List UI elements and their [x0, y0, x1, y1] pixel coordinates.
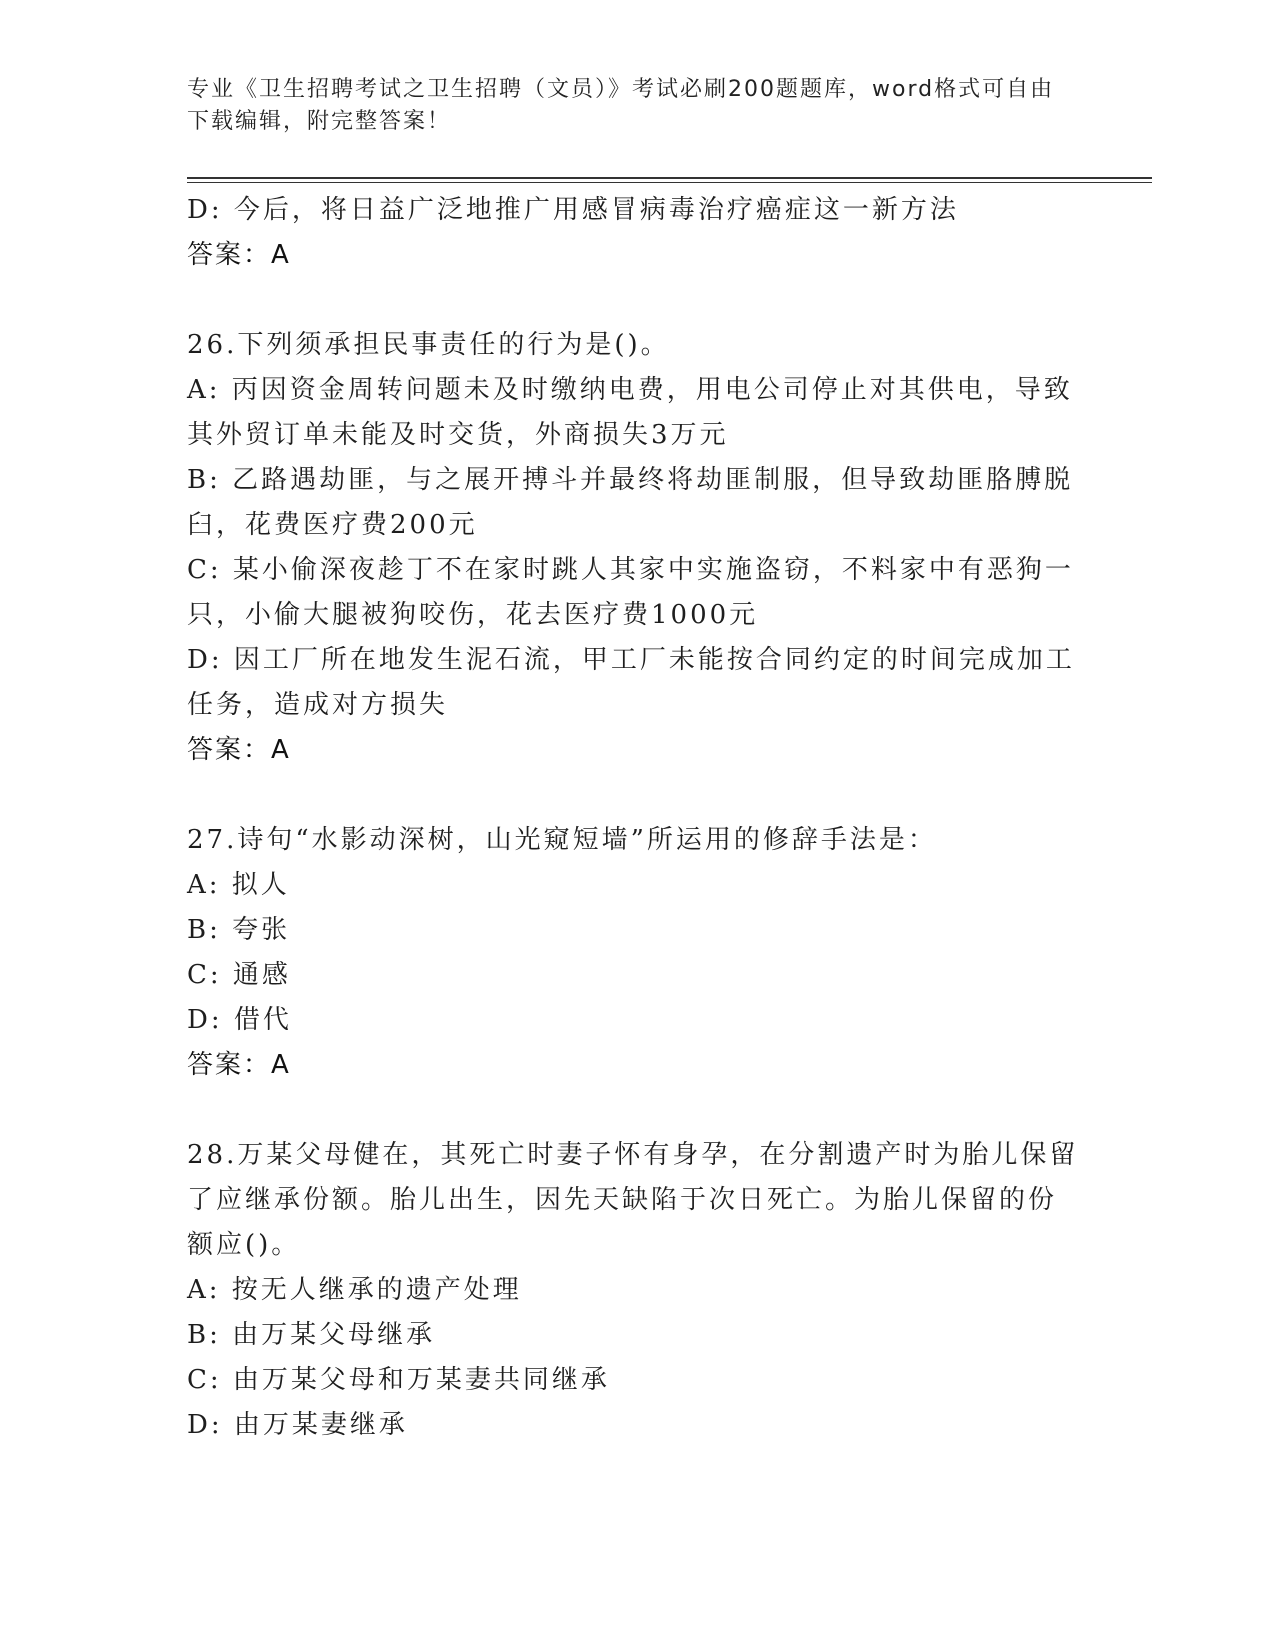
- question-block: [187, 1133, 1087, 1448]
- header-rule: [187, 177, 1152, 179]
- option-line: D: 因工厂所在地发生泥石流，甲工厂未能按合同约定的时间完成加工: [187, 645, 1075, 675]
- question-block: [187, 818, 1087, 1088]
- option-line: 只，小偷大腿被狗咬伤，花去医疗费1000元: [187, 600, 759, 630]
- question-block: [187, 323, 1087, 773]
- option-line: 任务，造成对方损失: [187, 690, 449, 720]
- option-line: B: 由万某父母继承: [187, 1320, 436, 1350]
- question-stem: 26.下列须承担民事责任的行为是()。: [187, 330, 670, 360]
- option-line: A: 拟人: [187, 870, 290, 900]
- question-stem: 额应()。: [187, 1230, 301, 1260]
- question-stem: 27.诗句“水影动深树，山光窥短墙”所运用的修辞手法是：: [187, 825, 937, 855]
- option-line: A: 丙因资金周转问题未及时缴纳电费，用电公司停止对其供电，导致: [187, 375, 1073, 405]
- option-line: B: 乙路遇劫匪，与之展开搏斗并最终将劫匪制服，但导致劫匪胳膊脱: [187, 465, 1074, 495]
- option-line: D: 由万某妻继承: [187, 1410, 408, 1440]
- option-line: C: 由万某父母和万某妻共同继承: [187, 1365, 610, 1395]
- question-content: [187, 188, 1087, 1448]
- header-rule-thin: [187, 182, 1152, 183]
- option-line: C: 通感: [187, 960, 291, 990]
- answer-line: 答案：A: [187, 1050, 291, 1080]
- option-line: C: 某小偷深夜趁丁不在家时跳人其家中实施盗窃，不料家中有恶狗一: [187, 555, 1074, 585]
- question-block: [187, 188, 1087, 278]
- answer-line: 答案：A: [187, 735, 291, 765]
- option-line: D: 借代: [187, 1005, 292, 1035]
- option-line: 其外贸订单未能及时交货，外商损失3万元: [187, 420, 729, 450]
- question-stem: 28.万某父母健在，其死亡时妻子怀有身孕，在分割遗产时为胎儿保留: [187, 1140, 1079, 1170]
- option-line: A: 按无人继承的遗产处理: [187, 1275, 522, 1305]
- option-line: 臼，花费医疗费200元: [187, 510, 478, 540]
- document-header: 专业《卫生招聘考试之卫生招聘（文员）》考试必刷200题题库，word格式可自由下载编辑，附完整答案！: [187, 77, 1055, 134]
- option-line: B: 夸张: [187, 915, 291, 945]
- question-stem: 了应继承份额。胎儿出生，因先天缺陷于次日死亡。为胎儿保留的份: [187, 1185, 1058, 1215]
- answer-line: 答案：A: [187, 240, 291, 270]
- option-line: D: 今后，将日益广泛地推广用感冒病毒治疗癌症这一新方法: [187, 195, 959, 225]
